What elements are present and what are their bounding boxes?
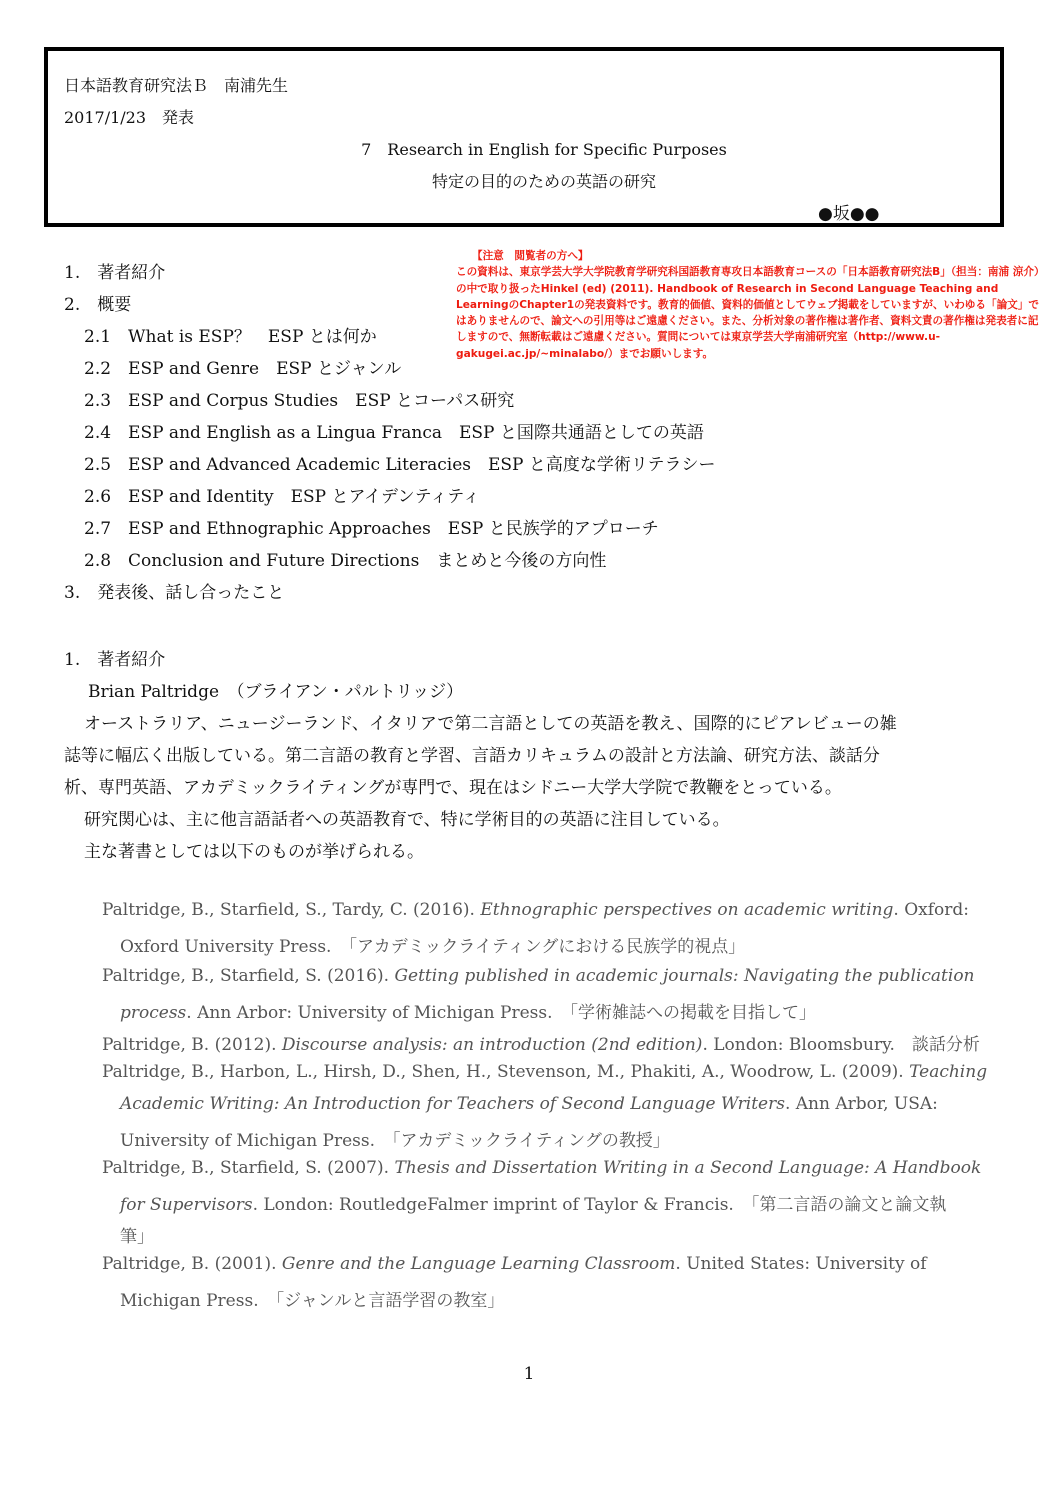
reference-4-cont: Academic Writing: An Introduction for Teachers of Second Language Writers. Ann Arbor, USA: <box>120 1094 938 1114</box>
reference-4-cont: University of Michigan Press. 「アカデミックライティングの教授」 <box>120 1131 670 1151</box>
section-heading: 1. 著者紹介 <box>64 650 166 670</box>
notice-body: この資料は、東京学芸大学大学院教育学研究科国語教育専攻日本語教育コースの「日本語教育研究法B」（担当：南浦 涼介）の中で取り扱ったHinkel (ed) (2011). Handbook of Research in Second Language Teaching and LearningのChapter1の発表資料です。教育的価値、資料的価値としてウェブ掲載をしていますが、いわゆる「論文」ではありませんので、論文への引用等はご遠慮ください。また、分析対象の著作権は著作者、資料文責の著作権は発表者に記しますので、無断転載はご遠慮ください。質問については東京学芸大学南浦研究室（http://www.u-gakugei.ac.jp/~minalabo/）までお願いします。 <box>456 266 1045 360</box>
chapter-title-en: 7 Research in English for Specific Purposes <box>361 140 727 159</box>
reference-4: Paltridge, B., Harbon, L., Hirsh, D., Shen, H., Stevenson, M., Phakiti, A., Woodrow, L. (2009). Teaching <box>102 1062 988 1082</box>
bio-line: 誌等に幅広く出版している。第二言語の教育と学習、言語カリキュラムの設計と方法論、研究方法、談話分 <box>64 746 880 766</box>
reference-2: Paltridge, B., Starfield, S. (2016). Getting published in academic journals: Navigating the publication <box>102 966 975 986</box>
reference-6: Paltridge, B. (2001). Genre and the Language Learning Classroom. United States: University of <box>102 1254 927 1274</box>
author-name: Brian Paltridge （ブライアン・パルトリッジ） <box>88 682 464 702</box>
presentation-date: 2017/1/23 発表 <box>64 108 195 127</box>
toc-item-2-8: 2.8 Conclusion and Future Directions まとめと今後の方向性 <box>84 551 607 571</box>
presenter-name: ●坂●● <box>818 204 880 224</box>
toc-item-2-2: 2.2 ESP and Genre ESP とジャンル <box>84 359 402 379</box>
toc-item-2-4: 2.4 ESP and English as a Lingua Franca ESP と国際共通語としての英語 <box>84 423 704 443</box>
toc-item-2-5: 2.5 ESP and Advanced Academic Literacies ESP と高度な学術リテラシー <box>84 455 716 475</box>
toc-item-2-7: 2.7 ESP and Ethnographic Approaches ESP と民族学的アプローチ <box>84 519 659 539</box>
toc-item-2-3: 2.3 ESP and Corpus Studies ESP とコーパス研究 <box>84 391 515 411</box>
toc-item-1: 1. 著者紹介 <box>64 263 166 283</box>
bio-line: 析、専門英語、アカデミックライティングが専門で、現在はシドニー大学大学院で教鞭をとっている。 <box>64 778 842 798</box>
reference-5-cont: 筆」 <box>120 1227 154 1247</box>
reference-5: Paltridge, B., Starfield, S. (2007). Thesis and Dissertation Writing in a Second Language: A Handbook <box>102 1158 982 1178</box>
notice-title: 【注意 閲覧者の方へ】 <box>472 250 589 262</box>
header-box <box>44 47 1004 227</box>
toc-item-3: 3. 発表後、話し合ったこと <box>64 583 285 603</box>
reference-6-cont: Michigan Press. 「ジャンルと言語学習の教室」 <box>120 1291 505 1311</box>
toc-item-2-1: 2.1 What is ESP？ ESP とは何か <box>84 327 377 347</box>
chapter-title-ja: 特定の目的のための英語の研究 <box>431 172 656 191</box>
reference-2-cont: process. Ann Arbor: University of Michigan Press. 「学術雑誌への掲載を目指して」 <box>120 1003 816 1023</box>
toc-item-2: 2. 概要 <box>64 295 132 315</box>
reference-5-cont: for Supervisors. London: RoutledgeFalmer imprint of Taylor & Francis. 「第二言語の論文と論文執 <box>120 1195 947 1215</box>
reference-1-cont: Oxford University Press. 「アカデミックライティングにおける民族学的視点」 <box>120 937 746 957</box>
reader-notice <box>456 248 1046 362</box>
research-interest: 研究関心は、主に他言語話者への英語教育で、特に学術目的の英語に注目している。 <box>84 810 730 830</box>
books-intro: 主な著書としては以下のものが挙げられる。 <box>84 842 424 862</box>
reference-1: Paltridge, B., Starfield, S., Tardy, C. (2016). Ethnographic perspectives on academic writing. Oxford: <box>102 900 970 920</box>
reference-3: Paltridge, B. (2012). Discourse analysis: an introduction (2nd edition). London: Bloomsbury. 談話分析 <box>102 1035 980 1055</box>
bio-line: オーストラリア、ニュージーランド、イタリアで第二言語としての英語を教え、国際的にピアレビューの雑 <box>84 714 897 734</box>
course-title: 日本語教育研究法Ｂ 南浦先生 <box>64 76 289 95</box>
page-number: 1 <box>523 1364 535 1384</box>
toc-item-2-6: 2.6 ESP and Identity ESP とアイデンティティ <box>84 487 480 507</box>
